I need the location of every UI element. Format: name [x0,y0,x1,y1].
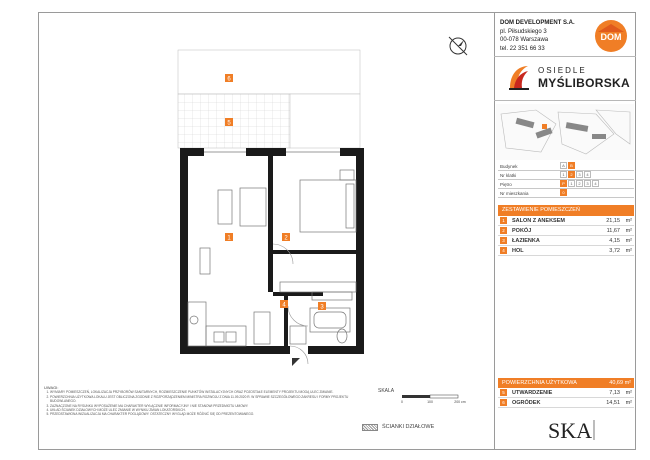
notes-header: UWAGI: [44,385,59,390]
note-item: 4. UKŁAD ŚCIANEK DZIAŁOWYCH MOŻE ULEC ZMIANIE W WYNIKU ZMIAN LOKATORSKICH. [50,408,374,412]
room-row [498,246,634,256]
location-cell: A [560,162,567,169]
divider [494,56,636,57]
room-area-unit: m² [625,247,632,254]
company-name: DOM DEVELOPMENT S.A. [500,20,575,26]
outdoor-areas-list [498,388,634,408]
room-area: 21,15 [606,217,620,224]
location-cell: P [560,180,567,187]
terrace-paving [178,94,290,148]
partition-wall-swatch [362,424,378,431]
room-label-6: 6 [227,76,231,83]
scale-tick-1: 100 [427,400,433,403]
legend-label: ŚCIANKI DZIAŁOWE [382,424,435,430]
divider [494,100,636,101]
room-area-unit: m² [625,399,632,406]
room-name: SALON Z ANEKSEM [512,217,565,224]
location-row-label: Nr mieszkania [500,190,529,196]
ska-architect-logo [544,416,604,444]
room-number: 1 [500,217,507,224]
location-cell: 1 [560,171,567,178]
room-area-unit: m² [625,237,632,244]
room-name: OGRÓDEK [512,399,541,406]
scale-label: SKALA [378,388,395,394]
room-area: 4,15 [609,237,620,244]
estate-name-line1: OSIEDLE [538,66,587,75]
room-number: 3 [500,237,507,244]
room-name: ŁAZIENKA [512,237,540,244]
location-cell: B [568,162,575,169]
room-number: 2 [500,227,507,234]
room-area-unit: m² [625,389,632,396]
location-cell: 4 [584,171,591,178]
location-row [498,180,634,189]
total-area-label: POWIERZCHNIA UŻYTKOWA [502,380,577,386]
scale-bar [378,391,494,403]
room-number: 4 [500,247,507,254]
location-cell: 2 [568,171,575,178]
location-cell: 4 [592,180,599,187]
rooms-header: ZESTAWIENIE POMIESZCZEŃ [498,205,634,216]
north-arrow-icon [446,34,470,58]
room-label-1: 1 [227,235,231,242]
location-cell: 0 [560,189,567,196]
notes-block [44,386,374,417]
apartment-floor-plan [160,30,400,370]
note-item: 2. POWIERZCHNIA UŻYTKOWA LOKALU JEST OBLICZONA ZGODNIE Z ROZPORZĄDZENIEM MINISTRA ROZWOJU Z DNIA 11.09.2020 R. W SPRAWIE SZCZEGÓŁOWEGO ZAKRESU I FORMY PROJEKTU BUDOWLANEGO. [50,395,374,404]
location-row [498,189,634,198]
room-row [498,236,634,246]
room-name: HOL [512,247,524,254]
room-label-2: 2 [284,235,288,242]
company-address-line2: 00-078 Warszawa [500,37,549,43]
room-name: POKÓJ [512,227,532,234]
note-item: 1. WYMIARY POMIESZCZEŃ, LOKALIZACJA PRZYBORÓW SANITARNYCH, ROZMIESZCZENIE PUNKTÓW INSTALACYJNYCH ORAZ POZOSTAŁE ELEMENTY PROJEKTU MOGĄ ULEC ZMIANIE. [50,390,374,394]
total-area-bar [498,378,634,388]
room-area-unit: m² [625,227,632,234]
estate-logo-icon [506,62,532,92]
scale-tick-2: 200 cm [454,400,466,403]
room-area: 7,13 [609,389,620,396]
room-area-unit: m² [625,217,632,224]
room-label-5: 5 [227,120,231,127]
dom-development-logo [592,18,630,56]
room-name: UTWARDZENIE [512,389,553,396]
location-row-label: Nr klatki [500,172,517,178]
room-number: 6 [500,399,507,406]
room-row [498,216,634,226]
location-row-label: Budynek [500,163,518,169]
location-cell: 3 [576,171,583,178]
location-row-label: Piętro [500,181,512,187]
total-area-value: 40,69 m² [609,380,631,386]
company-info [500,19,575,53]
notes-list [44,390,374,416]
entrance-arrow-icon [292,358,300,366]
company-phone: tel. 22 351 66 33 [500,45,545,52]
room-number: 5 [500,389,507,396]
room-area: 14,51 [606,399,620,406]
company-address-line1: pl. Piłsudskiego 3 [500,28,547,35]
location-row [498,171,634,180]
room-row [498,388,634,398]
dom-logo-text: DOM [600,32,622,42]
room-label-3: 3 [320,304,324,311]
location-cell: 1 [568,180,575,187]
room-row [498,226,634,236]
location-table [498,162,634,198]
location-cell: 3 [584,180,591,187]
scale-tick-0: 0 [401,400,403,403]
garden-area [178,50,360,94]
note-item: 5. PRZEDSTAWIONA WIZUALIZACJA MA CHARAKTER POGLĄDOWY. OSTATECZNY WYGLĄD MOŻE RÓŻNIĆ SIĘ OD PREZENTOWANEGO. [50,412,374,416]
key-site-map [496,104,634,160]
room-area: 3,72 [609,247,620,254]
location-row [498,162,634,171]
location-cell: 2 [576,180,583,187]
room-area: 11,67 [606,227,620,234]
ska-logo-text: SKA [548,418,593,443]
room-label-4: 4 [282,302,286,309]
rooms-list [498,216,634,256]
estate-name-line2: MYŚLIBORSKA [538,76,630,90]
note-item: 3. ZAZNACZONE NA RYSUNKU WYPOSAŻENIE MA CHARAKTER WYŁĄCZNIE INFORMACYJNY I NIE STANOWI PRZEDMIOTU UMOWY. [50,404,374,408]
room-row [498,398,634,408]
